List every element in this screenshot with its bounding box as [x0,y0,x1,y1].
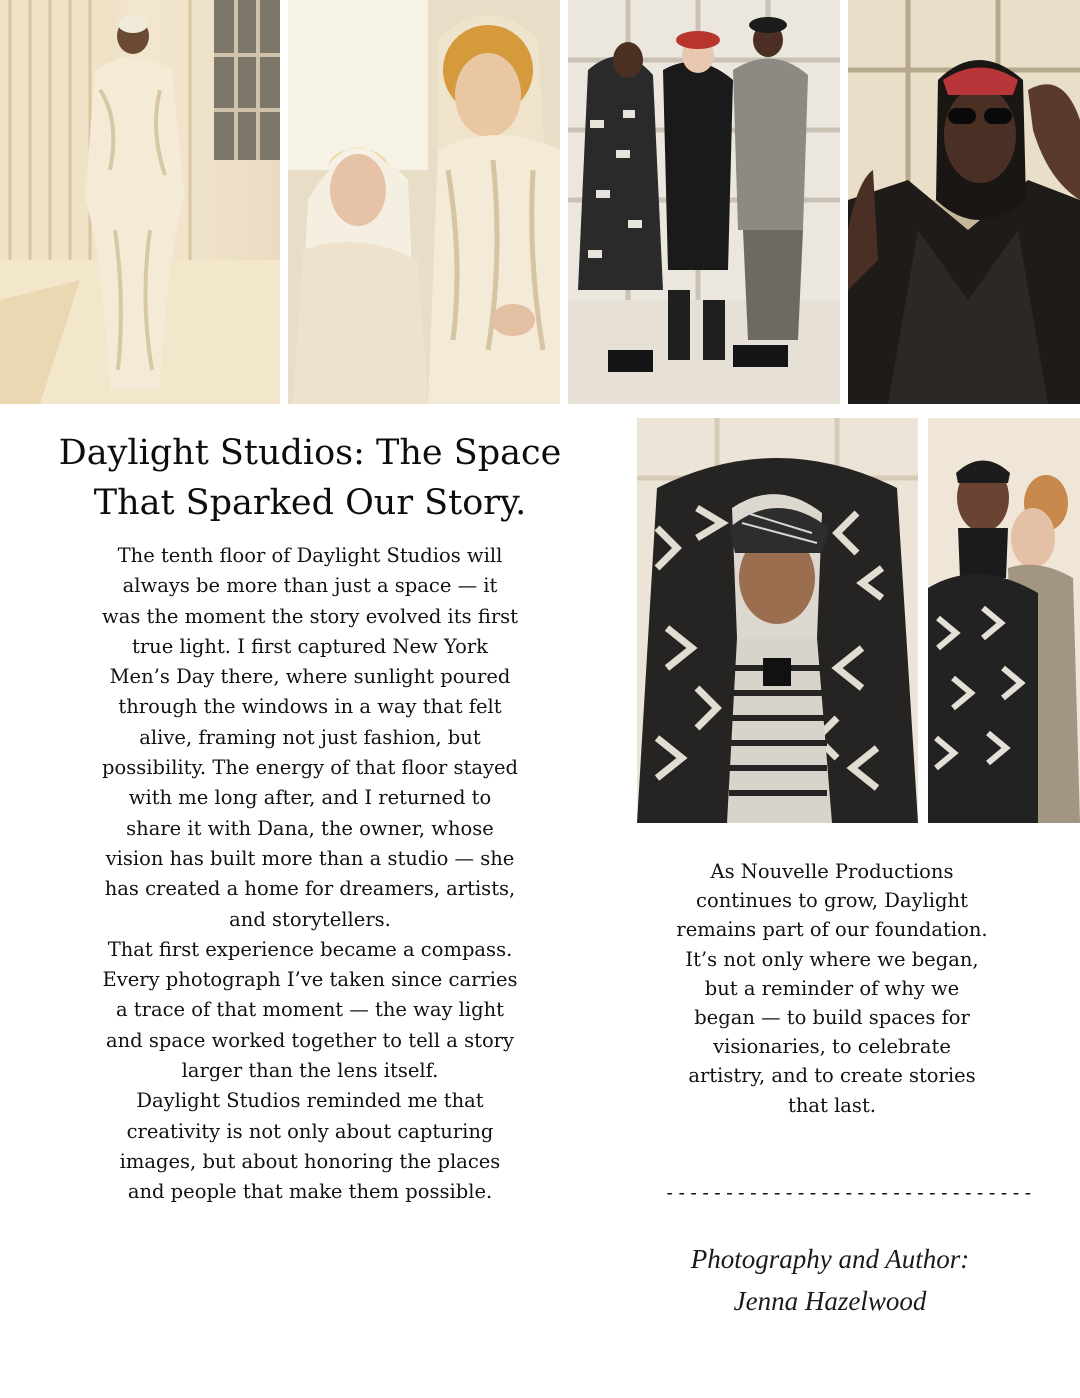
photo-model-white-fur-suit [0,0,280,404]
article-body-left [102,541,518,1208]
photo-two-models-patterned-coats [928,418,1080,823]
article-body-right [672,857,992,1120]
paragraph-3: Daylight Studios reminded me that creativity is not only about capturing images, but about honoring the places and people that make them possible. [119,1089,501,1204]
photo-three-models-pointing [568,0,840,404]
author-credit [640,1238,1020,1322]
paragraph-closing: As Nouvelle Productions continues to grow, Daylight remains part of our foundation. It’s not only where we began, but a reminder of why we began — to build spaces for visionaries, to celebrate artistry, and to create stories that last. [676,860,988,1117]
paragraph-1: The tenth floor of Daylight Studios will always be more than just a space — it was the moment the story evolved its first true light. I first captured New York Men’s Day there, where sunlight poured through the windows in a way that felt alive, framing not just fashion, but possibility. The energy of that floor stayed with me long after, and I returned to share it with Dana, the owner, whose vision has built more than a studio — she has created a home for dreamers, artists, and storytellers. [102,544,519,931]
credit-label: Photography and Author: [690,1244,970,1274]
article-title [40,428,580,528]
article-title-line-2: That Sparked Our Story. [93,483,527,523]
paragraph-2: That first experience became a compass. Every photograph I’ve taken since carries a trace of that moment — the way light and space worked together to tell a story larger than the lens itself. [102,937,518,1083]
photo-two-models-white-hoods [288,0,560,404]
article-title-line-1: Daylight Studios: The Space [58,433,562,473]
author-name: Jenna Hazelwood [733,1286,927,1316]
dashed-divider: ------------------------------- [664,1182,1035,1204]
photo-model-sunglasses-leather [848,0,1080,404]
photo-model-patterned-coat-cap [637,418,918,823]
